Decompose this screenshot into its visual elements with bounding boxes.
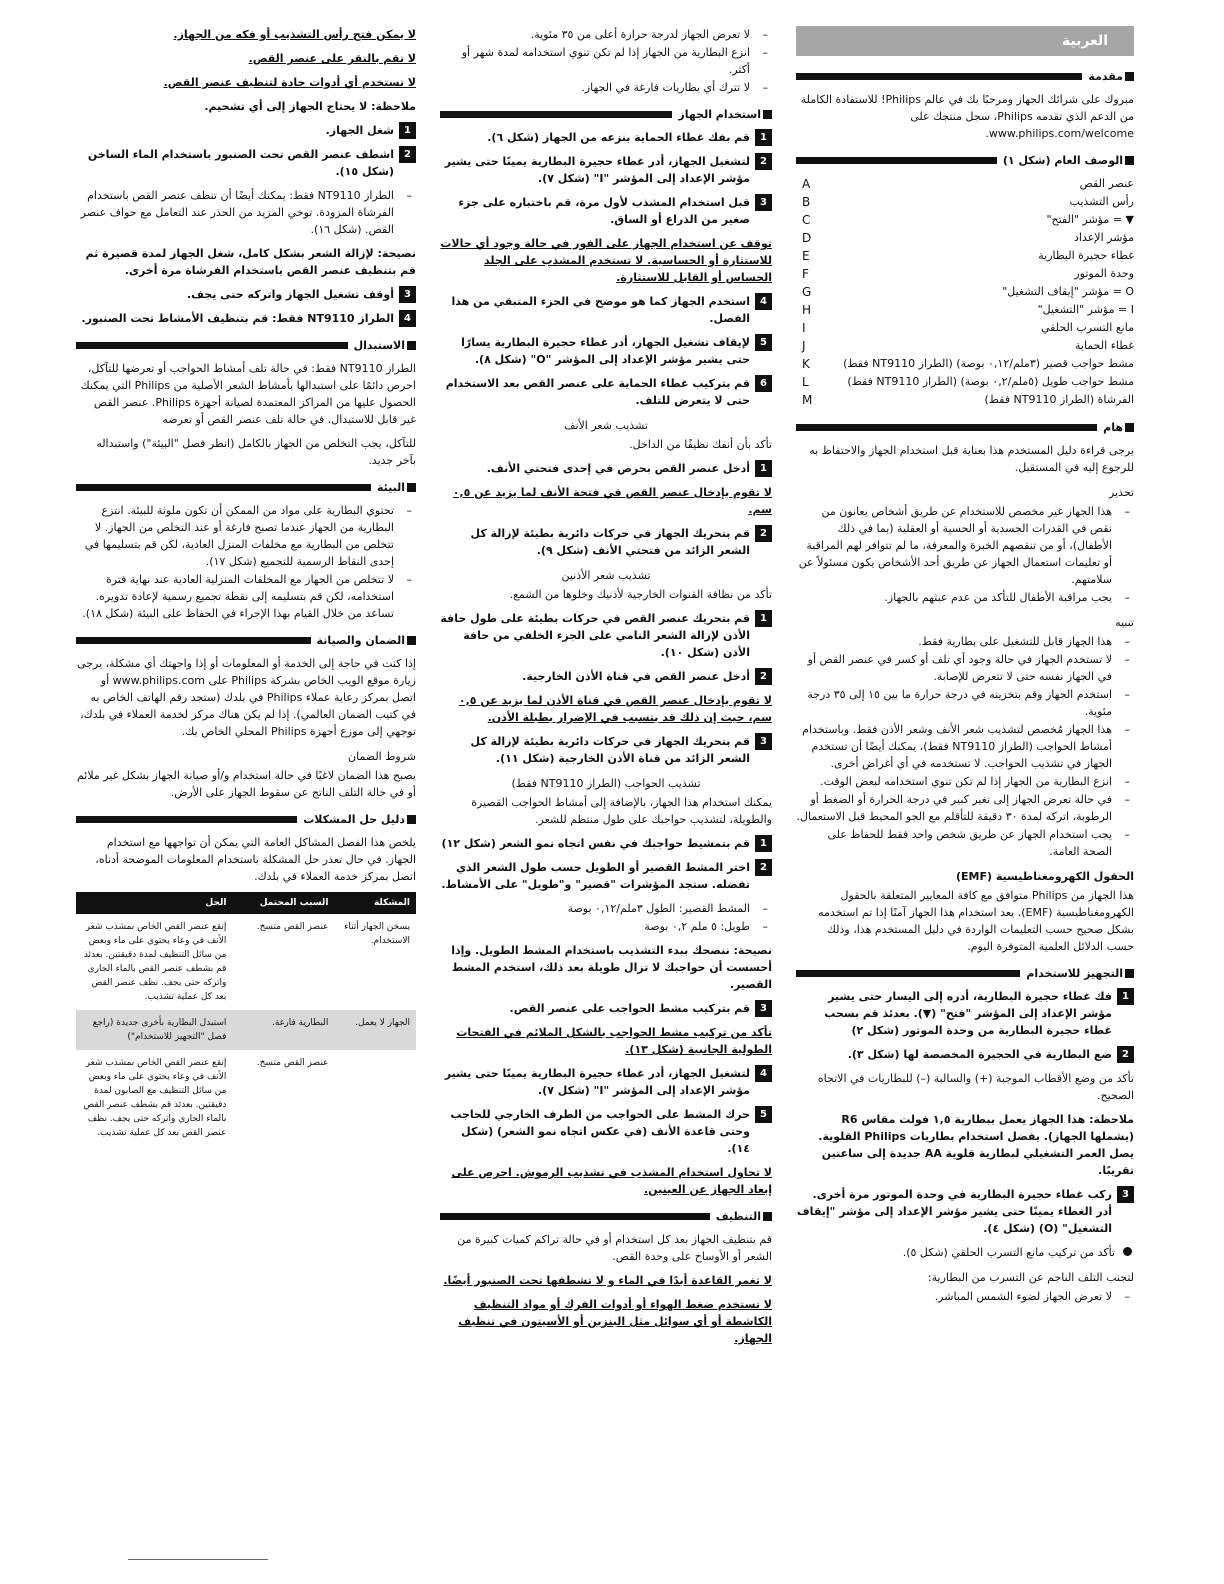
important-intro: يرجى قراءة دليل المستخدم هذا بعناية قبل استخدام الجهاز والاحتفاظ به للرجوع إليه في المستقبل. xyxy=(809,444,1134,474)
replace-text-2: للتآكل، يجب التخلص من الجهاز بالكامل (انظر فصل "البيئة") واستبداله بآخر جديد. xyxy=(96,437,416,467)
caution-list xyxy=(796,633,1134,860)
clean-step-2: 2 اشطف عنصر القص تحت الصنبور باستخدام الماء الساخن (شكل ١٥). xyxy=(76,146,416,180)
brows-step-3: 3 قم بتركيب مشط الحواجب على عنصر القص. xyxy=(440,1000,772,1017)
battery-note: ملاحظة: هذا الجهاز يعمل ببطارية ١,٥ فولت مقاس R6 (يشملها الجهاز). يفضل استخدام بطاريات Philips القلوية. يصل العمر التشغيلي لبطارية قلوية AA جديدة إلى ساعتين تقريبًا. xyxy=(818,1113,1134,1177)
replace-text: الطراز NT9110 فقط: في حالة تلف أمشاط الحواجب أو تعرضها للتآكل، احرص دائمًا على استبدالها بأمشاط الشعر الأصلية من Philips التي يمكنك الحصول عليها من المراكز المعتمدة لصيانة أجهزة Philips. عنصر القص غير قابل للاستبدال. في حالة تلف عنصر القص أو تعرضه xyxy=(80,362,416,426)
prepare-step-1: 1 فك غطاء حجيرة البطارية، أدره إلى اليسار حتى يشير مؤشر الإعداد إلى المؤشر "فتح" (▼). بعدئذ قم بسحب غطاء حجيرة البطارية من وحدة الموتور (شكل ٢) xyxy=(796,988,1134,1039)
caution-title: تنبيه xyxy=(1115,616,1134,629)
brows-warning-2: لا تحاول استخدام المشذب في تشذيب الرموش. احرص على إبعاد الجهاز عن العينين. xyxy=(451,1166,772,1196)
section-heading-important: هام xyxy=(796,419,1134,436)
table-row xyxy=(76,914,416,1010)
list-item: – هذا الجهاز قابل للتشغيل على بطارية فقط. xyxy=(796,633,1134,650)
list-item: – لا تعرض الجهاز لضوء الشمس المباشر. xyxy=(796,1288,1134,1305)
use-step-5: 5 لإيقاف تشغيل الجهاز، أدر غطاء حجيرة البطارية يسارًا حتى يشير مؤشر الإعداد إلى المؤشر "O" (شكل ٨). xyxy=(440,334,772,368)
brush-list xyxy=(76,187,416,238)
part-item: O = مؤشر "إيقاف التشغيل" G xyxy=(802,285,1134,299)
use-warning: توقف عن استخدام الجهاز على الفور في حالة وجود أي حالات للاستثارة أو الحساسية. لا تستخدم المشذب على الجلد الحساس أو القابل للاستثارة. xyxy=(440,237,772,284)
part-item: الفرشاة (الطراز NT9110 فقط) M xyxy=(802,393,1134,407)
table-cell-problem: الجهاز لا يعمل. xyxy=(334,1010,416,1050)
part-item: مانع التسرب الحلقي I xyxy=(802,321,1134,335)
brows-tip: نصيحة: ننصحك ببدء التشذيب باستخدام المشط الطويل. وإذا أحسست أن حواجبك لا تزال طويلة بعد ذلك، استخدم المشط القصير. xyxy=(451,944,772,991)
clean-step-3: 3 أوقف تشغيل الجهاز واتركه حتى يجف. xyxy=(76,286,416,303)
table-cell-solution: إنقع عنصر القص الخاص بمشذب شعر الأنف في وعاء يحتوي على ماء وبعض من سائل التنظيف مع الصابون لمدة دقيقتين. بعدئذ قم بشطف عنصر القص بالماء الجاري واتركه حتى يجف. نظف عنصر القص بعد كل عملية تشذيب. xyxy=(83,1058,227,1138)
section-heading-troubleshooting: دليل حل المشكلات xyxy=(76,811,416,828)
leak-list-continued xyxy=(440,26,772,96)
table-cell-problem xyxy=(334,1050,416,1146)
use-step-3: 3 قبل استخدام المشذب لأول مرة، قم باختباره على جزء صغير من الذراع أو الساق. xyxy=(440,194,772,228)
bullet-icon xyxy=(1123,1247,1132,1256)
list-item: – يجب استخدام الجهاز عن طريق شخص واحد فقط للحفاظ على الصحة العامة. xyxy=(796,826,1134,860)
list-item: – انزع البطارية من الجهاز إذا لم تكن تنوي استخدامه لبعض الوقت. xyxy=(796,773,1134,790)
clean-warning-1: لا تغمر القاعدة أبدًا في الماء و لا تشطفها تحت الصنبور أيضًا. xyxy=(443,1274,772,1287)
troubleshooting-text: يلخص هذا الفصل المشاكل العامة التي يمكن أن تواجهها مع استخدام الجهاز. في حال تعذر حل المشكلة باستخدام المعلومات الموضحة أدناه، اتصل بمركز خدمة العملاء في بلدك. xyxy=(95,836,416,883)
column-middle xyxy=(440,26,772,1354)
brows-step-2: 2 اختر المشط القصير أو الطويل حسب طول الشعر الذي تفضله. ستجد المؤشرات "قصير" و"طويل" على الأمشاط. xyxy=(440,859,772,893)
column-right xyxy=(796,26,1134,1312)
table-cell-cause: عنصر القص متسخ. xyxy=(256,1058,329,1068)
warranty-conditions-text: يصبح هذا الضمان لاغيًا في حالة استخدام و/أو صيانة الجهاز بشكل غير ملائم أو في حالة التلف الناتج عن سقوط الجهاز على الأرض. xyxy=(76,769,416,799)
brows-intro: يمكنك استخدام هذا الجهاز، بالإضافة إلى أمشاط الحواجب القصيرة والطويلة، لتشذيب حواجبك على طول منتظم للشعر. xyxy=(471,796,772,826)
part-item: وحدة الموتور F xyxy=(802,267,1134,281)
prepare-step-3: 3 ركب غطاء حجيرة البطارية في وحدة الموتور مرة أخرى. أدر الغطاء يمينًا حتى يشير مؤشر الإعداد إلى مؤشر "إيقاف التشغيل" (O) (شكل ٤). xyxy=(796,1186,1134,1237)
ear-step-1: 1 قم بتحريك عنصر القص في حركات بطيئة على طول حافة الأذن لإزالة الشعر النامي على الجزء الخلفي من حافة الأذن (شكل ١٠). xyxy=(440,610,772,661)
clean-warning-4: لا تقم بالنقر على عنصر القص. xyxy=(248,52,416,65)
section-heading-use: استخدام الجهاز xyxy=(440,106,772,123)
table-cell-cause: البطارية فارغة. xyxy=(232,1010,334,1050)
list-item: – لا تتخلص من الجهاز مع المخلفات المنزلية العادية عند نهاية فترة استخدامه، لكن قم بتسليمه إلى نقطة تجميع رسمية لإعادة تدويره. تساعد من خلال القيام بهذا الإجراء في الحفاظ على البيئة (شكل ١٨). xyxy=(76,571,416,622)
part-item: مؤشر الإعداد D xyxy=(802,231,1134,245)
table-cell-problem: يسخن الجهاز أثناء الاستخدام. xyxy=(344,922,410,946)
parts-list xyxy=(796,175,1134,409)
section-heading-intro: مقدمة xyxy=(796,68,1134,85)
part-item: مشط حواجب قصير (٣ملم/٠,١٢ بوصة) (الطراز NT9110 فقط) K xyxy=(802,357,1134,371)
part-item: غطاء حجيرة البطارية E xyxy=(802,249,1134,263)
brows-step-5: 5 حرك المشط على الحواجب من الطرف الخارجي للحاجب وحتى قاعدة الأنف (في عكس اتجاه نمو الشعر) (شكل ١٤). xyxy=(440,1106,772,1157)
ear-note: تأكد من نظافة القنوات الخارجية لأذنيك وخلوها من الشمع. xyxy=(509,588,772,601)
clean-warning-3: لا يمكن فتح رأس التشذيب أو فكه من الجهاز. xyxy=(173,28,416,41)
list-item: – لا تعرض الجهاز لدرجة حرارة أعلى من ٣٥ مئوية. xyxy=(440,26,772,43)
list-item: – هذا الجهاز مُخصص لتشذيب شعر الأنف وشعر الأذن فقط. وباستخدام أمشاط الحواجب (الطراز NT9110 فقط)، يمكنك أيضًا أن تستخدم الجهاز في تشذيب الحواجب. لا تستخدمه في أي أغراض أخرى. xyxy=(796,721,1134,772)
table-cell-solution: استبدل البطارية بأخرى جديدة (راجع فصل "التجهيز للاستخدام") xyxy=(76,1010,232,1050)
table-header: السبب المحتمل xyxy=(232,892,334,914)
intro-text: مبروك على شرائك الجهاز ومرحبًا بك في عالم Philips! للاستفادة الكاملة من الدعم الذي تقدمه Philips، سجل منتجك على www.philips.com/welcome. xyxy=(800,93,1134,140)
table-header: الحل xyxy=(76,892,232,914)
danger-title: تحذير xyxy=(1108,486,1134,499)
list-item: – لا تستخدم الجهاز في حالة وجود أي تلف أو كسر في عنصر القص أو في الجهاز نفسه حتى لا تتعرض للإصابة. xyxy=(796,651,1134,685)
section-heading-clean: التنظيف xyxy=(440,1208,772,1225)
list-item: – يجب مراقبة الأطفال للتأكد من عدم عبثهم بالجهاز. xyxy=(796,589,1134,606)
part-item: عنصر القص A xyxy=(802,177,1134,191)
warranty-conditions-title: شروط الضمان xyxy=(347,750,416,763)
list-item: – الطراز NT9110 فقط: يمكنك أيضًا أن تنظف عنصر القص باستخدام الفرشاة المزودة. توخي المزيد من الحذر عند التعامل مع حواف عنصر القص. (شكل ١٦). xyxy=(76,187,416,238)
brows-step-4: 4 لتشغيل الجهاز، أدر غطاء حجيرة البطارية يمينًا حتى يشير مؤشر الإعداد إلى المؤشر "I" (شكل ٧). xyxy=(440,1065,772,1099)
danger-list xyxy=(796,503,1134,606)
section-heading-prepare: التجهيز للاستخدام xyxy=(796,965,1134,982)
use-step-2: 2 لتشغيل الجهاز، أدر غطاء حجيرة البطارية يمينًا حتى يشير مؤشر الإعداد إلى المؤشر "I" (شكل ٧). xyxy=(440,153,772,187)
part-item: مشط حواجب طويل (٥ملم/٠,٢ بوصة) (الطراز NT9110 فقط) L xyxy=(802,375,1134,389)
part-item: I = مؤشر "التشغيل" H xyxy=(802,303,1134,317)
section-heading-environment: البيئة xyxy=(76,479,416,496)
brows-title: تشذيب الحواجب (الطراز NT9110 فقط) xyxy=(511,777,701,790)
environment-list xyxy=(76,502,416,622)
list-item: – انزع البطارية من الجهاز إذا لم تكن تنوي استخدامه لمدة شهر أو أكثر. xyxy=(440,44,772,78)
clean-warning-5: لا تستخدم أي أدوات حادة لتنظيف عنصر القص. xyxy=(163,76,416,89)
use-step-1: 1 قم بفك غطاء الحماية بنزعه من الجهاز (شكل ٦). xyxy=(440,129,772,146)
part-item: رأس التشذيب B xyxy=(802,195,1134,209)
table-row xyxy=(76,1050,416,1146)
list-item: – في حالة تعرض الجهاز إلى تغير كبير في درجة الحرارة أو الضغط أو الرطوبة، اتركه لمدة ٣٠ دقيقة للتأقلم مع الجو المحيط قبل الاستعمال. xyxy=(796,791,1134,825)
nose-step-1: 1 أدخل عنصر القص بحرص في إحدى فتحتي الأنف. xyxy=(440,460,772,477)
footer-divider xyxy=(128,1559,268,1560)
ear-step-2: 2 أدخل عنصر القص في قناة الأذن الخارجية. xyxy=(440,668,772,685)
oring-bullet: تأكد من تركيب مانع التسرب الحلقي (شكل ٥). xyxy=(796,1244,1134,1261)
list-item: – تحتوي البطارية على مواد من الممكن أن تكون ملوثة للبيئة. انتزع البطارية من الجهاز عندما تصبح فارغة أو عند التخلص من الجهاز. لا تتخلص من البطارية مع مخلفات المنزل العادية، لكن قم بتسليمها في إحدى النقاط الرسمية للتجميع (شكل ١٧). xyxy=(76,502,416,570)
leak-list xyxy=(796,1288,1134,1305)
warranty-text: إذا كنت في حاجة إلى الخدمة أو المعلومات أو إذا واجهتك أي مشكلة، يرجى زيارة موقع الويب الخاص بشركة Philips على www.philips.com أو اتصل بمركز رعاية عملاء Philips في بلدك (ستجد رقم الهاتف الخاص به في كتيب الضمان العالمي). إذا لم يكن هناك مركز لخدمة العملاء في بلدك، توجهي إلى موزع أجهزة Philips المحلي الخاص بك. xyxy=(77,657,416,738)
table-cell-solution: إنقع عنصر القص الخاص بمشذب شعر الأنف في وعاء يحتوي على ماء وبعض من سائل التنظيف لمدة دقيقتين. بعدئذ قم بشطف عنصر القص بالماء الجاري واتركه حتى يجف. نظف عنصر القص بعد كل عملية تشذيب. xyxy=(83,922,227,1002)
list-item: – طويل: ٥ ملم ٠,٢ بوصة xyxy=(440,918,772,935)
use-step-4: 4 استخدم الجهاز كما هو موضح في الجزء المتبقي من هذا الفصل. xyxy=(440,293,772,327)
nose-note: تأكد بأن أنفك نظيفًا من الداخل. xyxy=(629,438,772,451)
part-item: غطاء الحماية J xyxy=(802,339,1134,353)
section-heading-replace: الاستبدال xyxy=(76,337,416,354)
ear-warning: لا تقوم بإدخال عنصر القص في قناة الأذن لما يزيد عن ٠,٥ سم، حيث إن ذلك قد يتسبب في الإضرار بطبلة الأذن. xyxy=(458,694,772,724)
troubleshooting-table xyxy=(76,892,416,1146)
nose-warning: لا تقوم بإدخال عنصر القص في فتحة الأنف لما يزيد عن ٠,٥ سم. xyxy=(452,486,772,516)
comb-list xyxy=(440,900,772,935)
prepare-step-2: 2 ضع البطارية في الحجيرة المخصصة لها (شكل ٣). xyxy=(796,1046,1134,1063)
nose-step-2: 2 قم بتحريك الجهاز في حركات دائرية بطيئة لإزالة كل الشعر الزائد من فتحتي الأنف (شكل ٩). xyxy=(440,525,772,559)
nose-title: تشذيب شعر الأنف xyxy=(564,419,648,432)
ear-step-3: 3 قم بتحريك الجهاز في حركات دائرية بطيئة لإزالة كل الشعر الزائد من قناة الأذن الخارجية (شكل ١١). xyxy=(440,733,772,767)
brows-warning-1: تأكد من تركيب مشط الحواجب بالشكل الملائم في الفتحات الطولية الجانبية (شكل ١٣). xyxy=(456,1026,772,1056)
column-left xyxy=(76,26,416,1146)
leak-title: لتجنب التلف الناجم عن التسرب من البطارية: xyxy=(927,1271,1134,1284)
table-cell-cause: عنصر القص متسخ. xyxy=(256,922,329,932)
emf-text: هذا الجهاز من Philips متوافق مع كافة المعايير المتعلقة بالحقول الكهرومغناطيسية (EMF). يعد استخدام هذا الجهاز آمنًا إذا تم استخدمه بشكل صحيح حسب التعليمات الواردة في دليل المستخدم هذا، وذلك حسب الدلائل العلمية المتوفرة اليوم. xyxy=(818,889,1134,953)
prepare-step-2-note: تأكد من وضع الأقطاب الموجبة (+) والسالبة (–) للبطاريات في الاتجاه الصحيح. xyxy=(817,1072,1134,1102)
clean-step-4: 4 الطراز NT9110 فقط: قم بتنظيف الأمشاط تحت الصنبور. xyxy=(76,310,416,327)
table-header: المشكلة xyxy=(334,892,416,914)
clean-tip: نصيحة: لإزالة الشعر بشكل كامل، شغل الجهاز لمدة قصيرة ثم قم بتنظيف عنصر القص باستخدام الفرشاة مرة أخرى. xyxy=(85,247,416,277)
clean-step-1: 1 شغل الجهاز. xyxy=(76,122,416,139)
use-step-6: 6 قم بتركيب غطاء الحماية على عنصر القص بعد الاستخدام حتى لا يتعرض للتلف. xyxy=(440,375,772,409)
ear-title: تشذيب شعر الأذنين xyxy=(561,569,651,582)
list-item: – استخدم الجهاز وقم بتخزينه في درجة حرارة ما بين ١٥ إلى ٣٥ درجة مئوية. xyxy=(796,686,1134,720)
clean-text: قم بتنظيف الجهاز بعد كل استخدام أو في حالة تراكم كميات كبيرة من الشعر أو الأوساخ على وحدة القص. xyxy=(457,1233,772,1263)
emf-title: الحقول الكهرومغناطيسية (EMF) xyxy=(956,870,1134,883)
list-item: – هذا الجهاز غير مخصص للاستخدام عن طريق أشخاص يعانون من نقص في القدرات الجسدية أو الحسية أو العقلية (بما في ذلك الأطفال)، أو من تنقصهم الخبرة والمعرفة، ما لم تتوافر لهم المراقبة أو تعليمات استعمال الجهاز عن طريق أحد الأشخاص يكون مسئولاً عن سلامتهم. xyxy=(796,503,1134,588)
list-item: – لا تترك أي بطاريات فارغة في الجهاز. xyxy=(440,79,772,96)
language-header: العربية xyxy=(796,26,1134,56)
table-row xyxy=(76,1010,416,1050)
clean-warning-2: لا تستخدم ضغط الهواء أو أدوات الفرك أو مواد التنظيف الكاشطة أو أي سوائل مثل البنزين أو الأسيتون في تنظيف الجهاز. xyxy=(458,1298,772,1345)
part-item: ▼ = مؤشر "الفتح" C xyxy=(802,213,1134,227)
section-heading-overview: الوصف العام (شكل ١) xyxy=(796,152,1134,169)
lubrication-note: ملاحظة: لا يحتاج الجهاز إلى أي تشحيم. xyxy=(204,100,416,113)
brows-step-1: 1 قم بتمشيط حواجبك في نفس اتجاه نمو الشعر (شكل ١٢) xyxy=(440,835,772,852)
section-heading-warranty: الضمان والصيانة xyxy=(76,632,416,649)
list-item: – المشط القصير: الطول ٣ملم/٠,١٢ بوصة xyxy=(440,900,772,917)
